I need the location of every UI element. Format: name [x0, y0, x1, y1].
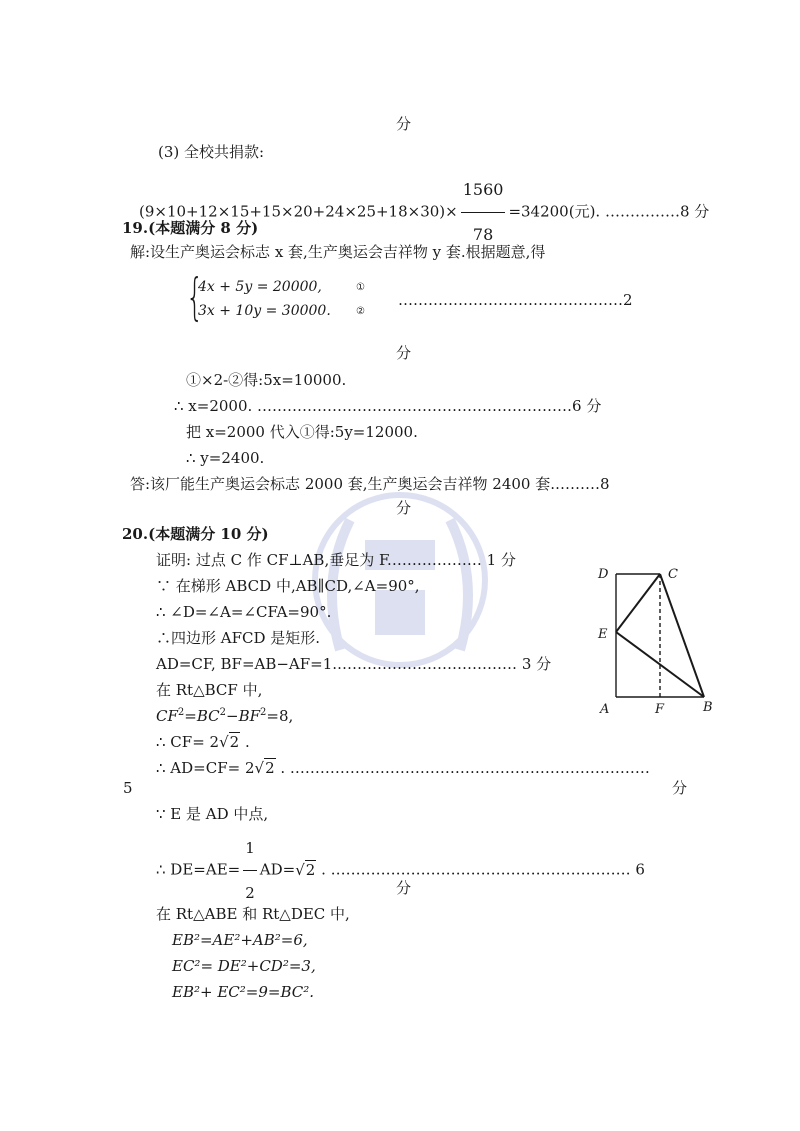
radicand: 2: [229, 733, 240, 751]
proof-line-5: AD=CF, BF=AB−AF=1.……………………………… 3 分: [156, 655, 552, 673]
radicand: 2: [305, 860, 316, 879]
score-line: 分: [396, 115, 412, 133]
score-line: 分: [396, 499, 412, 517]
fraction-denominator: 2: [243, 870, 257, 913]
dots: . …………………………………………………… 6: [316, 860, 645, 879]
proof-line-2: ∵ 在梯形 ABCD 中,AB∥CD,∠A=90°,: [156, 577, 420, 595]
fraction-half: [243, 828, 257, 913]
radicand: 2: [265, 759, 275, 777]
term-bc: =BC: [184, 707, 220, 725]
term-cf: CF: [156, 707, 178, 725]
term-result: =8,: [266, 707, 294, 725]
segment-ec: [616, 574, 660, 632]
label-d: D: [598, 567, 609, 582]
proof-line-14: EC²= DE²+CD²=3,: [172, 957, 316, 975]
proof-line-6: 在 Rt△BCF 中,: [156, 681, 263, 699]
trapezoid-figure: [590, 560, 720, 720]
q20-title: 20.(本题满分 10 分): [122, 525, 269, 543]
ad-eq: AD=: [259, 860, 296, 879]
de-ae: ∴ DE=AE=: [156, 860, 241, 879]
marker-1: ①: [356, 282, 365, 293]
score-dots-2: ………………………………………2: [398, 291, 633, 309]
score-unit: 分: [672, 779, 688, 797]
marker-2: ②: [356, 306, 365, 317]
sqrt-symbol: √2: [295, 860, 316, 879]
exponent: 2: [219, 707, 226, 718]
cf-value: ∴ CF= 2: [156, 733, 220, 751]
fraction-numerator: 1: [245, 839, 255, 857]
equation-2: 3x + 10y = 30000.: [198, 303, 331, 319]
brace-symbol: {: [186, 268, 204, 326]
label-f: F: [655, 702, 665, 717]
proof-line-15: EB²+ EC²=9=BC².: [172, 983, 315, 1001]
dots: . ………………………………………………………………: [275, 759, 650, 777]
label-b: B: [703, 700, 713, 715]
solution-step-4: ∴ y=2400.: [186, 449, 265, 467]
proof-line-9: [156, 758, 650, 778]
proof-line-10: ∵ E 是 AD 中点,: [156, 805, 269, 823]
proof-line-3: ∴ ∠D=∠A=∠CFA=90°.: [156, 603, 332, 621]
formula-part1: (9×10+12×15+15×20+24×25+18×30)×: [139, 202, 458, 221]
formula-result: =34200(元). ……………8 分: [508, 202, 710, 221]
proof-line-8: [156, 732, 250, 752]
term-bf: −BF: [226, 707, 260, 725]
solution-step-2: ∴ x=2000. ………………………………………………………6 分: [174, 397, 602, 415]
q19-title: 19.(本题满分 8 分): [122, 219, 259, 237]
fraction-numerator: 1560: [462, 180, 504, 199]
q19-intro: 解:设生产奥运会标志 x 套,生产奥运会吉祥物 y 套.根据题意,得: [130, 243, 546, 261]
proof-line-1: 证明: 过点 C 作 CF⊥AB,垂足为 F.……………… 1 分: [156, 551, 516, 569]
label-c: C: [668, 567, 678, 582]
sqrt-symbol: √2: [219, 733, 240, 751]
proof-line-4: ∴四边形 AFCD 是矩形.: [156, 629, 321, 647]
period: .: [240, 733, 250, 751]
proof-line-7: [156, 706, 293, 726]
score-line: 分: [396, 879, 412, 897]
sqrt-symbol: √2: [254, 759, 275, 777]
solution-step-1: ①×2-②得:5x=10000.: [186, 371, 347, 389]
part3-label: (3) 全校共捐款:: [158, 143, 265, 161]
exponent: 2: [260, 707, 267, 718]
equation-1: 4x + 5y = 20000,: [198, 279, 322, 295]
label-e: E: [598, 627, 608, 642]
side-cb: [660, 574, 704, 697]
label-a: A: [600, 702, 610, 717]
fraction-denominator: 78: [461, 212, 506, 255]
score-5: 5: [123, 779, 133, 797]
exponent: 2: [177, 707, 185, 718]
proof-line-12: 在 Rt△ABE 和 Rt△DEC 中,: [156, 905, 350, 923]
solution-step-3: 把 x=2000 代入①得:5y=12000.: [186, 423, 418, 441]
score-line: 分: [396, 344, 412, 362]
proof-line-13: EB²=AE²+AB²=6,: [172, 931, 308, 949]
q19-answer: 答:该厂能生产奥运会标志 2000 套,生产奥运会吉祥物 2400 套.………8: [130, 475, 610, 493]
proof-line-11: [156, 828, 645, 913]
ad-value: ∴ AD=CF= 2: [156, 759, 255, 777]
